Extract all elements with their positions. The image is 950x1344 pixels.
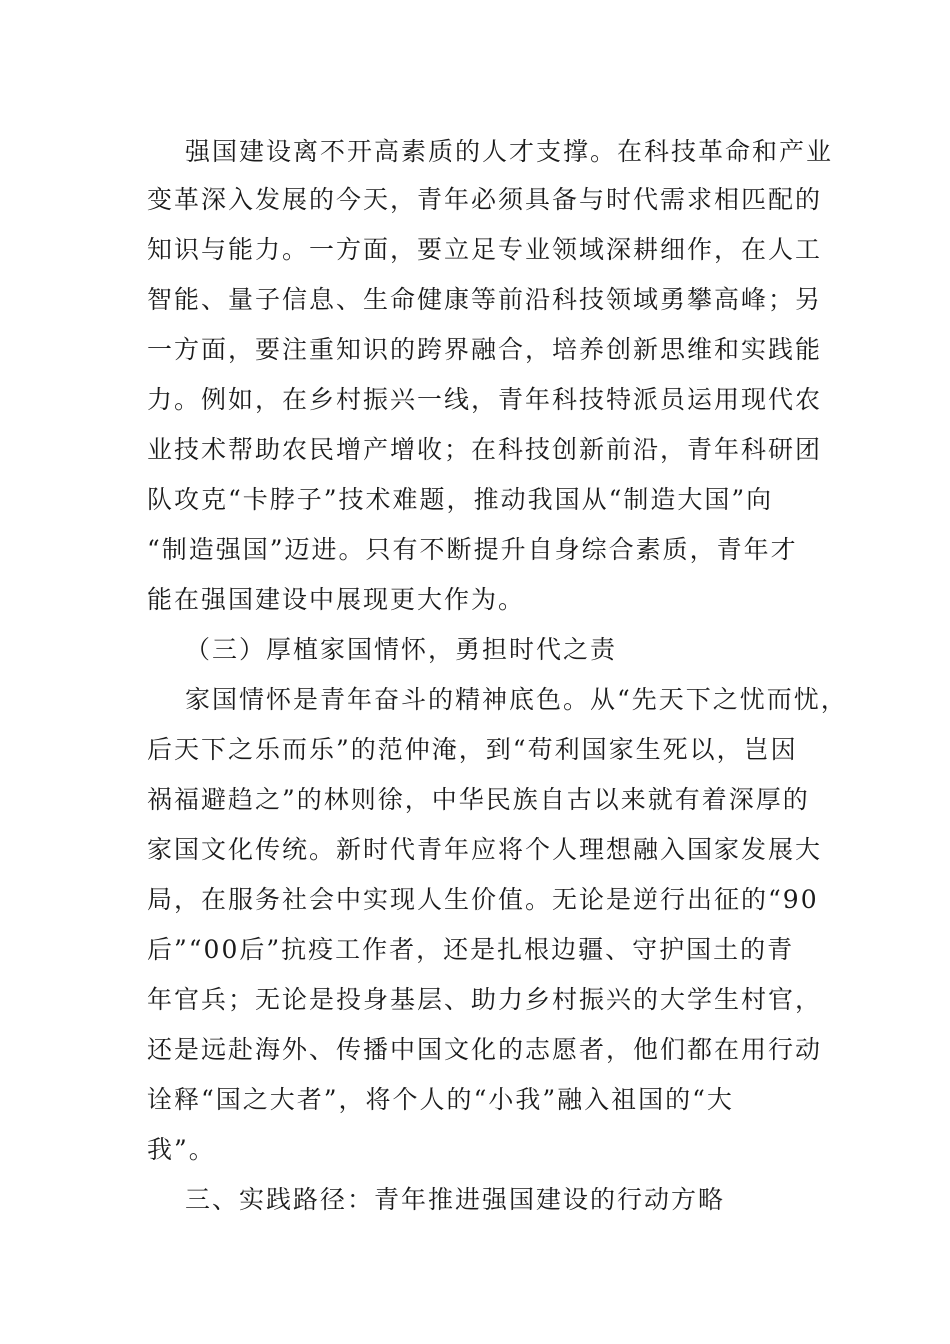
text-line: 家国情怀是青年奋斗的精神底色。从“先天下之忧而忧， [185, 685, 848, 714]
text-line: 一方面，要注重知识的跨界融合，培养创新思维和实践能 [147, 335, 823, 364]
text-line: 我”。 [147, 1135, 216, 1164]
text-line: 局，在服务社会中实现人生价值。无论是逆行出征的“90 [147, 885, 819, 914]
text-line: 能在强国建设中展现更大作为。 [147, 585, 526, 614]
text-line: 家国文化传统。新时代青年应将个人理想融入国家发展大 [147, 835, 823, 864]
text-line: 祸福避趋之”的林则徐，中华民族自古以来就有着深厚的 [147, 785, 810, 814]
text-line: 变革深入发展的今天，青年必须具备与时代需求相匹配的 [147, 185, 823, 214]
text-line: 智能、量子信息、生命健康等前沿科技领域勇攀高峰；另 [147, 285, 823, 314]
text-line: 强国建设离不开高素质的人才支撑。在科技革命和产业 [185, 137, 834, 166]
section-heading: 三、实践路径：青年推进强国建设的行动方略 [185, 1185, 726, 1214]
text-line: 后天下之乐而乐”的范仲淹，到“苟利国家生死以，岂因 [147, 735, 798, 764]
text-line: 年官兵；无论是投身基层、助力乡村振兴的大学生村官， [147, 985, 823, 1014]
text-line: 诠释“国之大者”，将个人的“小我”融入祖国的“大 [147, 1085, 734, 1114]
text-line: 知识与能力。一方面，要立足专业领域深耕细作，在人工 [147, 235, 823, 264]
text-line: 还是远赴海外、传播中国文化的志愿者，他们都在用行动 [147, 1035, 823, 1064]
text-line: 业技术帮助农民增产增收；在科技创新前沿，青年科研团 [147, 435, 823, 464]
text-line: 队攻克“卡脖子”技术难题，推动我国从“制造大国”向 [147, 485, 774, 514]
text-line: “制造强国”迈进。只有不断提升自身综合素质，青年才 [147, 535, 798, 564]
text-line: 力。例如，在乡村振兴一线，青年科技特派员运用现代农 [147, 385, 823, 414]
section-heading: （三）厚植家国情怀，勇担时代之责 [185, 635, 618, 664]
text-line: 后”“00后”抗疫工作者，还是扎根边疆、守护国土的青 [147, 935, 795, 964]
